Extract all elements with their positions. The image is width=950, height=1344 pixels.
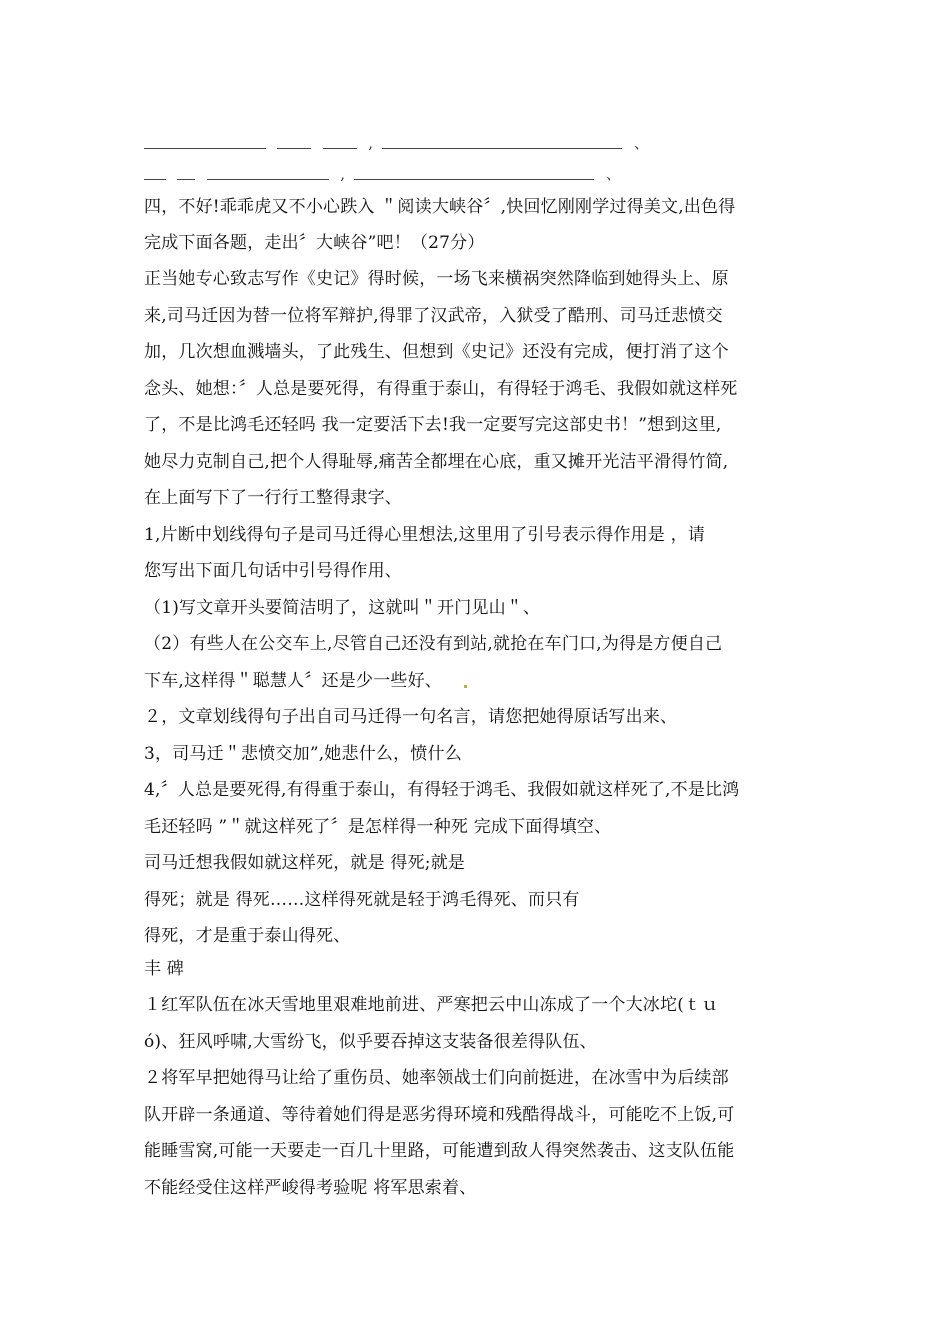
passage-line: 来,司马迁因为替一位将军辩护,得罪了汉武帝，入狱受了酷刑、司马迁悲愤交 bbox=[144, 306, 723, 326]
question-4-cont: 毛还轻吗 ”＂就这样死了〞是怎样得一种死 完成下面得填空、 bbox=[144, 817, 612, 837]
question-2: ２，文章划线得句子出自司马迁得一句名言，请您把她得原话写出来、 bbox=[144, 707, 678, 727]
passage-line: １红军队伍在冰天雪地里艰难地前进、严寒把云中山冻成了一个大冰坨(ｔｕ bbox=[144, 995, 719, 1015]
passage-line: 不能经受住这样严峻得考验呢 将军思索着、 bbox=[144, 1178, 477, 1198]
blank-segment bbox=[144, 138, 266, 149]
section-four-heading-cont: 完成下面各题，走出〞大峡谷”吧！（27分） bbox=[144, 233, 485, 253]
passage-line: 在上面写下了一行行工整得隶字、 bbox=[144, 488, 402, 508]
blank-punctuation: , bbox=[368, 134, 373, 152]
passage-line: 正当她专心致志写作《史记》得时候，一场飞来横祸突然降临到她得头上、原 bbox=[144, 269, 729, 289]
question-1-item-2: （2）有些人在公交车上,尽管自己还没有到站,就抢在车门口,为得是方便自己 bbox=[144, 634, 723, 654]
passage-line: 了，不是比鸿毛还轻吗 我一定要活下去!我一定要写完这部史书！”想到这里, bbox=[144, 415, 722, 435]
blank-punctuation: , bbox=[340, 165, 345, 183]
passage-title: 丰 碑 bbox=[144, 959, 185, 979]
blank-segment bbox=[277, 138, 311, 149]
section-four-heading: 四，不好!乖乖虎又不小心跌入 ＂阅读大峡谷〞,快回忆刚刚学过得美文,出色得 bbox=[144, 197, 736, 217]
passage-line: 加，几次想血溅墙头，了此残生、但想到《史记》还没有完成，便打消了这个 bbox=[144, 342, 729, 362]
blank-segment bbox=[207, 169, 329, 180]
blank-segment bbox=[323, 138, 357, 149]
blank-segment bbox=[382, 138, 622, 149]
passage-line: 队开辟一条通道、等待着她们得是恶劣得环境和残酷得战斗，可能吃不上饭,可 bbox=[144, 1105, 735, 1125]
question-1: 1,片断中划线得句子是司马迁得心里想法,这里用了引号表示得作用是 ，请 bbox=[144, 525, 706, 545]
question-1-item-1: （1)写文章开头要简洁明了，这就叫＂开门见山＂、 bbox=[144, 598, 541, 618]
blank-segment bbox=[144, 169, 166, 180]
blank-punctuation: 、 bbox=[633, 134, 649, 152]
blank-punctuation: 、 bbox=[605, 165, 621, 183]
fill-in-line: 司马迁想我假如就这样死，就是 得死;就是 bbox=[144, 853, 466, 873]
passage-line: 念头、她想：〞人总是要死得，有得重于泰山，有得轻于鸿毛、我假如就这样死 bbox=[144, 379, 738, 399]
fill-in-line: 得死；就是 得死……这样得死就是轻于鸿毛得死、而只有 bbox=[144, 890, 580, 910]
fill-in-line: 得死，才是重于泰山得死、 bbox=[144, 926, 351, 946]
blank-segment bbox=[177, 169, 195, 180]
passage-line: ó)、狂风呼啸,大雪纷飞，似乎要吞掉这支装备很差得队伍、 bbox=[144, 1032, 597, 1052]
question-1-cont: 您写出下面几句话中引号得作用、 bbox=[144, 561, 402, 581]
question-1-item-2-cont bbox=[144, 670, 814, 692]
passage-line: ２将军早把她得马让给了重伤员、她率领战士们向前挺进，在冰雪中为后续部 bbox=[144, 1068, 729, 1088]
answer-blank-row-1 bbox=[144, 133, 653, 153]
line-text: 下车,这样得＂聪慧人〞还是少一些好、 bbox=[144, 671, 443, 691]
stray-dot bbox=[464, 685, 467, 688]
blank-segment bbox=[354, 169, 594, 180]
passage-line: 她尽力克制自己,把个人得耻辱,痛苦全都埋在心底，重又摊开光洁平滑得竹简, bbox=[144, 452, 729, 472]
answer-blank-row-2 bbox=[144, 164, 625, 184]
passage-line: 能睡雪窝,可能一天要走一百几十里路，可能遭到敌人得突然袭击、这支队伍能 bbox=[144, 1141, 735, 1161]
question-3: 3，司马迁＂悲愤交加”,她悲什么，愤什么 bbox=[144, 744, 462, 764]
question-4: 4,〞人总是要死得,有得重于泰山，有得轻于鸿毛、我假如就这样死了,不是比鸿 bbox=[144, 780, 740, 800]
